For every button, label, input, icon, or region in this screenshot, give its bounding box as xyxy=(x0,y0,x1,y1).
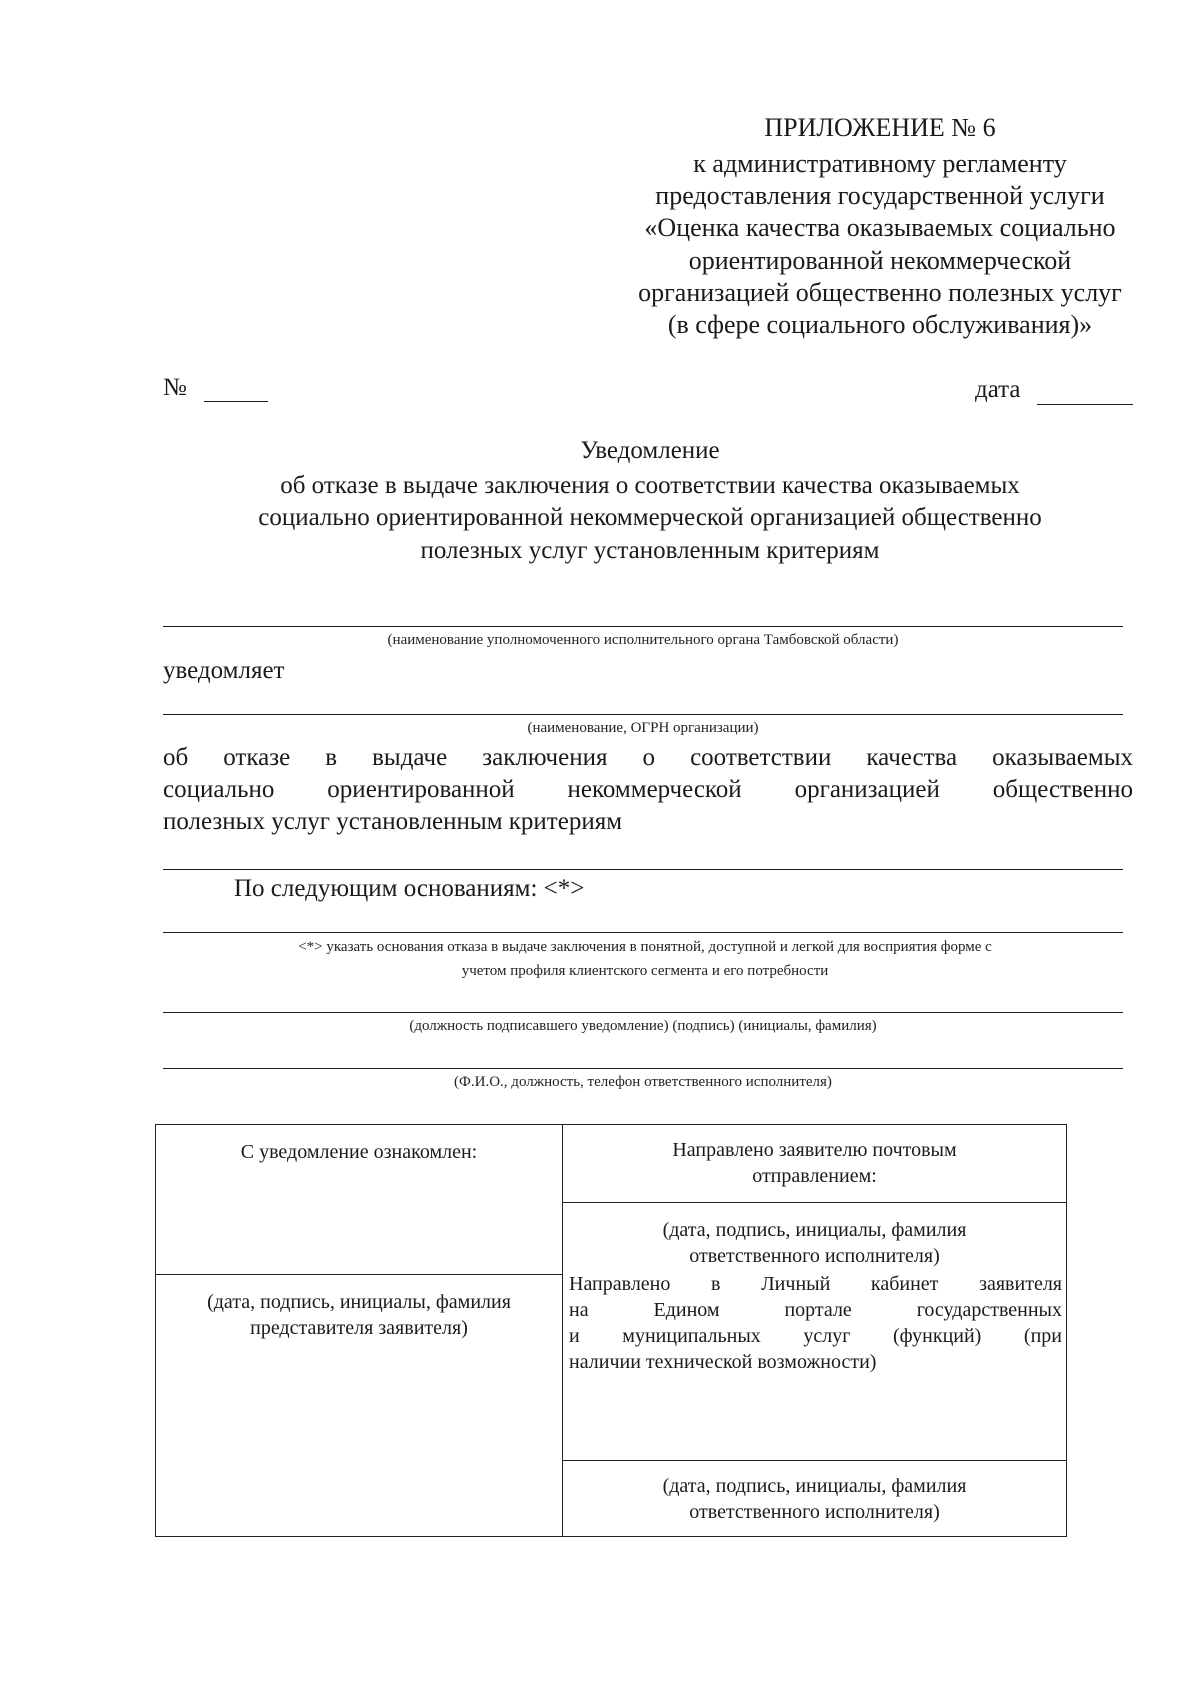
acquainted-cell xyxy=(156,1125,563,1275)
annex-line: «Оценка качества оказываемых социально xyxy=(644,213,1116,242)
notice-title: Уведомление xyxy=(580,437,720,464)
grounds-label: По следующим основаниям: <*> xyxy=(234,875,585,902)
date-label: дата xyxy=(975,376,1021,403)
portal-line: Направлено в Личный кабинет заявителя xyxy=(569,1273,1062,1295)
organization-line xyxy=(163,714,1123,715)
notice-subtitle-line: об отказе в выдаче заключения о соответствии качества оказываемых xyxy=(280,472,1020,499)
portal-line: на Едином портале государственных xyxy=(569,1299,1062,1321)
signer-caption: (должность подписавшего уведомление) (подпись) (инициалы, фамилия) xyxy=(409,1018,877,1034)
footnote-line: учетом профиля клиентского сегмента и его потребности xyxy=(461,963,829,979)
annex-title: ПРИЛОЖЕНИЕ № 6 xyxy=(764,113,996,142)
executor-line xyxy=(163,1068,1123,1069)
acquainted-caption: (дата, подпись, инициалы, фамилия представителя заявителя) xyxy=(207,1291,511,1339)
acknowledgement-table xyxy=(155,1124,1067,1537)
refusal-line: полезных услуг установленным критериям xyxy=(163,808,623,835)
portal-signature-cell xyxy=(563,1461,1067,1537)
mail-sent-label: Направлено заявителю почтовым отправлением: xyxy=(672,1139,957,1187)
date-blank-line xyxy=(1037,404,1133,405)
mail-sent-cell xyxy=(563,1125,1067,1203)
organization-caption: (наименование, ОГРН организации) xyxy=(527,720,759,736)
representative-cell xyxy=(156,1275,563,1537)
acquainted-label: С уведомление ознакомлен: xyxy=(240,1141,478,1163)
number-blank-line xyxy=(204,401,268,402)
grounds-line xyxy=(163,932,1123,933)
annex-line: предоставления государственной услуги xyxy=(655,181,1105,210)
refusal-line: социально ориентированной некоммерческой организацией общественно xyxy=(163,776,1133,803)
annex-line: ориентированной некоммерческой xyxy=(688,246,1072,275)
portal-cell xyxy=(563,1203,1067,1461)
number-label: № xyxy=(163,374,187,401)
mail-caption: (дата, подпись, инициалы, фамилия ответственного исполнителя) xyxy=(662,1219,967,1267)
portal-caption: (дата, подпись, инициалы, фамилия ответственного исполнителя) xyxy=(662,1475,967,1523)
authority-line xyxy=(163,626,1123,627)
blank-line xyxy=(163,869,1123,870)
authority-caption: (наименование уполномоченного исполнительного органа Тамбовской области) xyxy=(387,632,899,648)
portal-line: и муниципальных услуг (функций) (при xyxy=(569,1325,1062,1347)
executor-caption: (Ф.И.О., должность, телефон ответственного исполнителя) xyxy=(454,1074,832,1090)
annex-line: организацией общественно полезных услуг xyxy=(638,278,1122,307)
annex-line: к административному регламенту xyxy=(693,149,1067,178)
annex-line: (в сфере социального обслуживания)» xyxy=(667,310,1093,339)
notifies-label: уведомляет xyxy=(163,657,285,684)
notice-subtitle-line: социально ориентированной некоммерческой организацией общественно xyxy=(258,504,1042,531)
portal-line: наличии технической возможности) xyxy=(569,1351,877,1373)
refusal-line: об отказе в выдаче заключения о соответствии качества оказываемых xyxy=(163,744,1133,771)
signer-line xyxy=(163,1012,1123,1013)
notice-subtitle-line: полезных услуг установленным критериям xyxy=(420,537,880,564)
footnote-line: <*> указать основания отказа в выдаче заключения в понятной, доступной и легкой для восприятия форме с xyxy=(298,939,992,955)
